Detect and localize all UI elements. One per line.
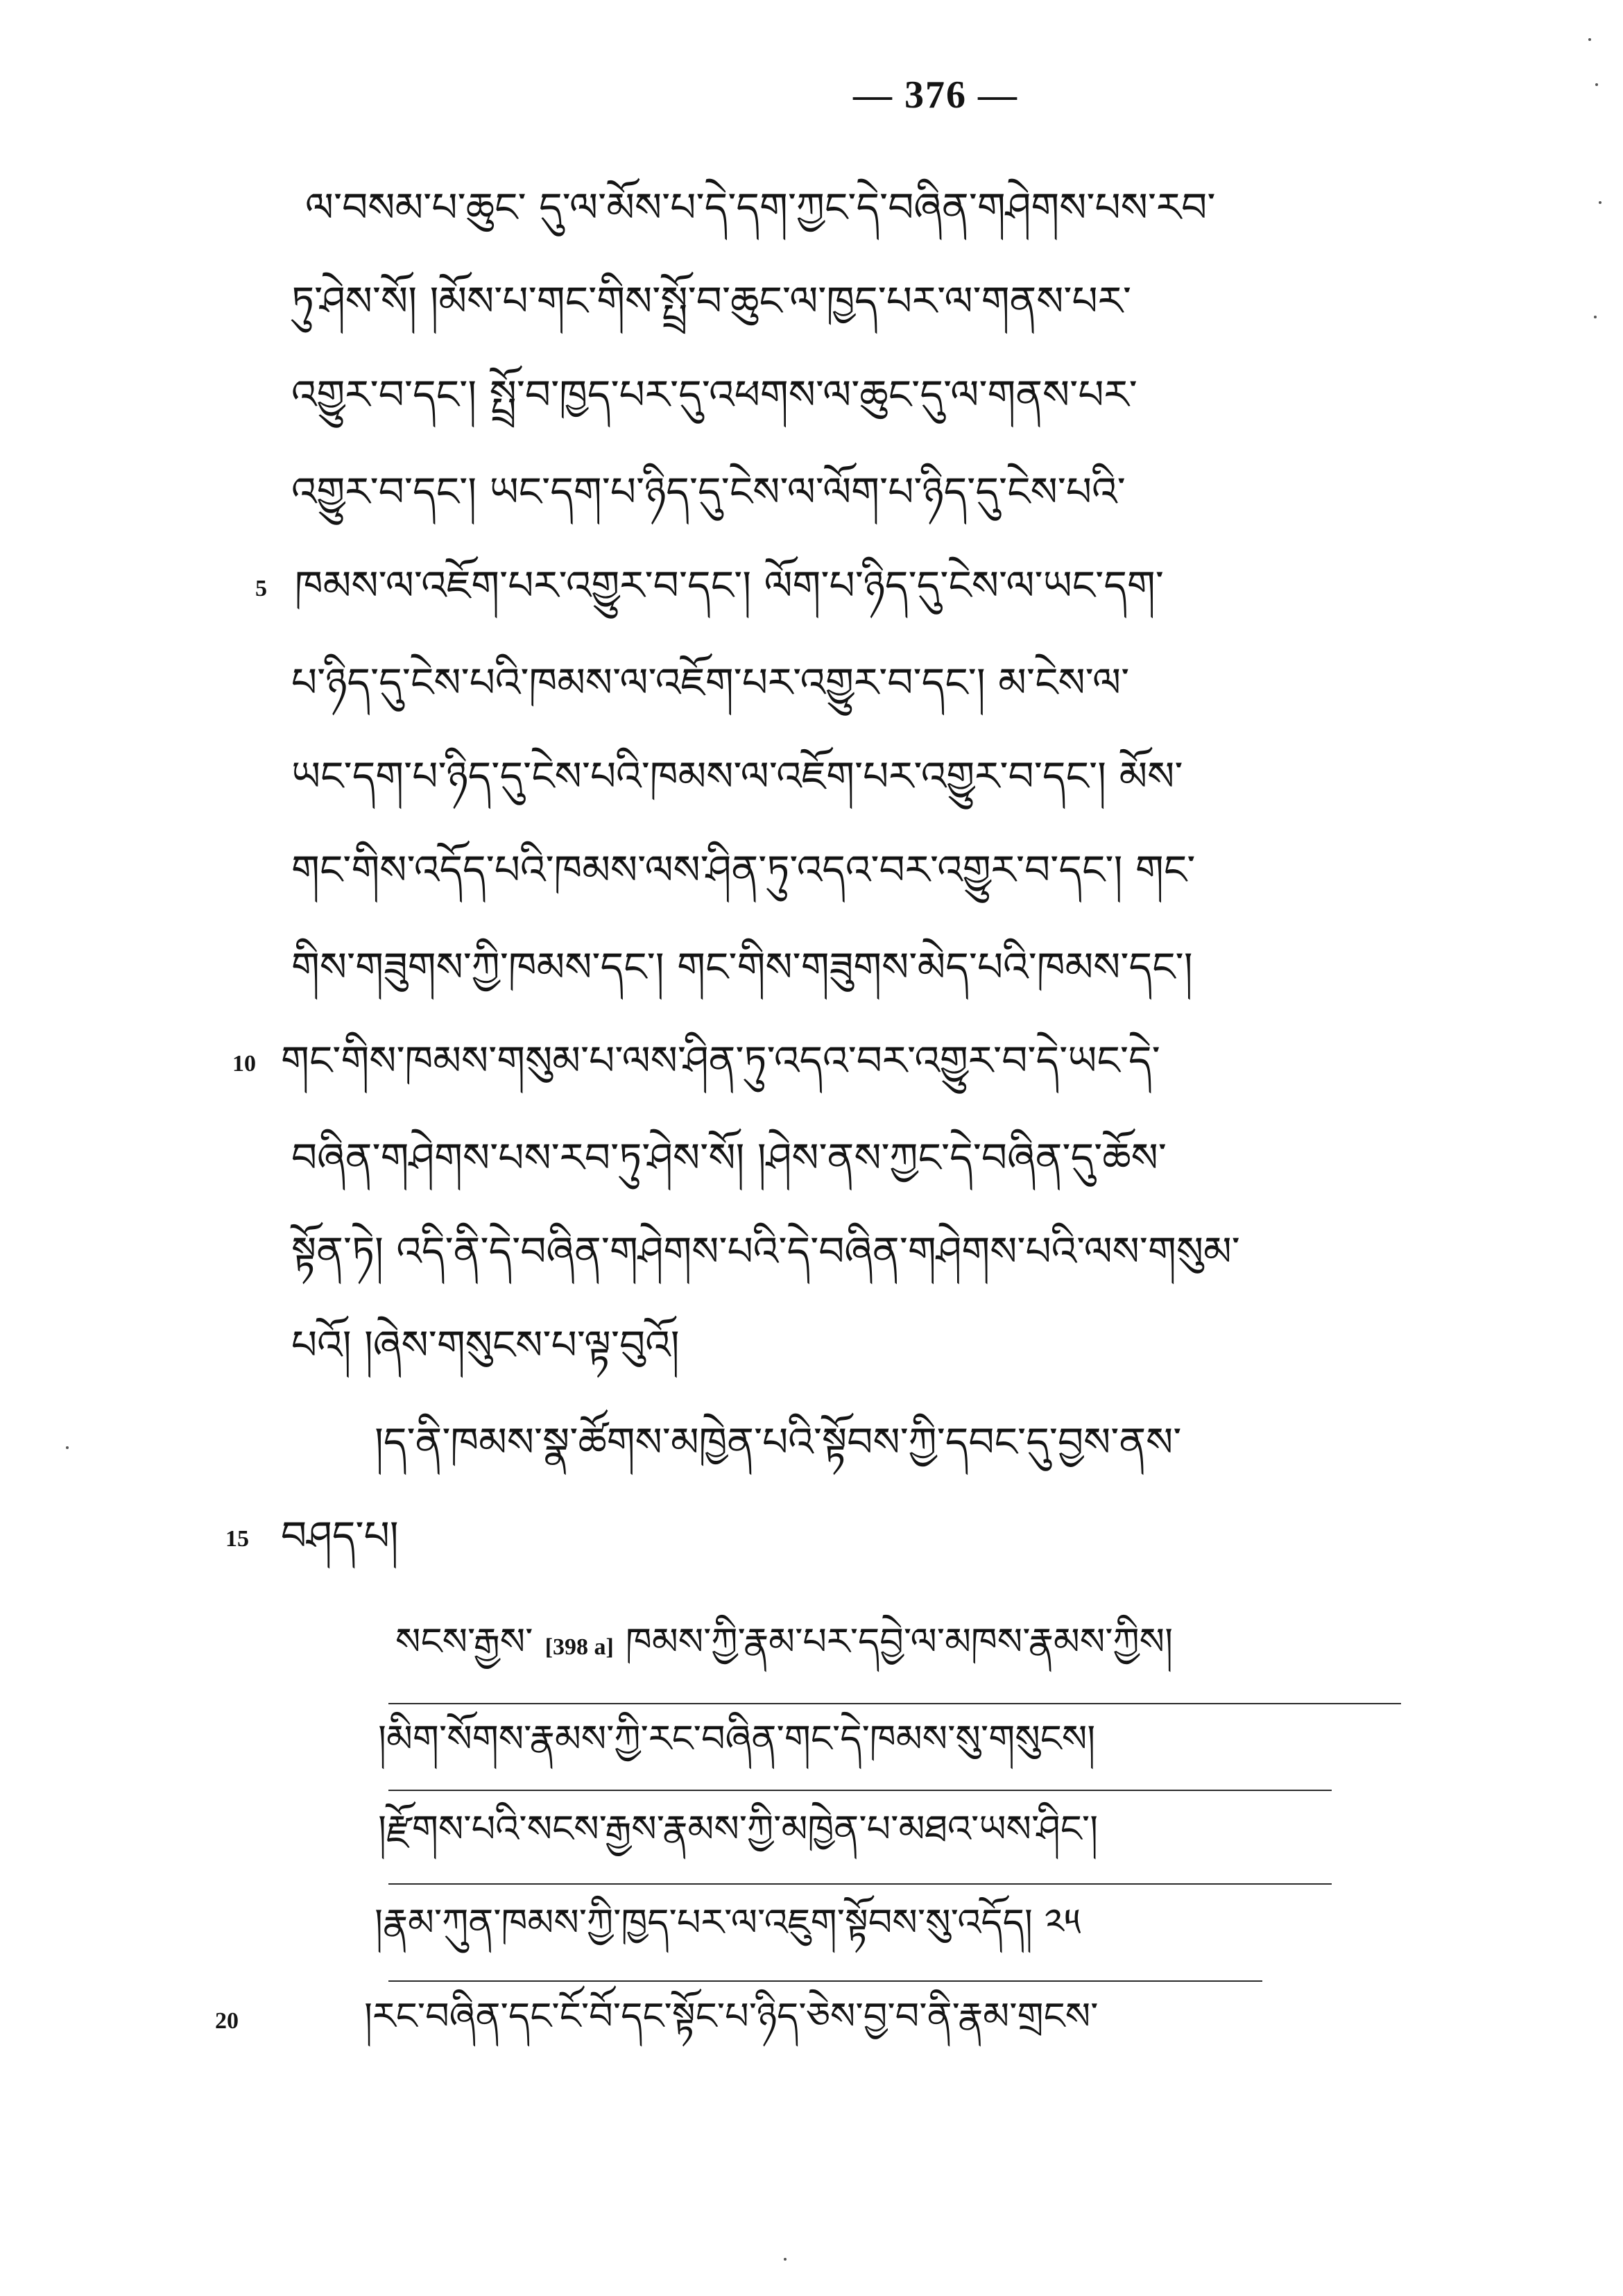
verse-rule-4	[388, 1980, 1262, 1982]
text-line-10: གང་གིས་ཁམས་གསུམ་པ་ལས་ཤིན་ཏུ་འདའ་བར་འགྱུར་བ་དེ་ཡང་དེ་	[281, 1037, 1160, 1084]
folio-marker: [398 a]	[544, 1634, 614, 1660]
text-line-2: ཏུ་ཤེས་སོ། །མོས་པ་གང་གིས་སྤྲོ་བ་ཆུང་ལ་ཁྱད་པར་ལ་གནས་པར་	[291, 277, 1132, 325]
verse-rule-1	[388, 1703, 1401, 1704]
verse-line-1	[395, 1620, 1174, 1663]
text-line-8: གང་གིས་འདོད་པའི་ཁམས་ལས་ཤིན་ཏུ་འདའ་བར་འགྱུར་བ་དང་། གང་	[291, 846, 1196, 893]
scan-speck	[1599, 201, 1601, 204]
text-line-13: པའོ། །ཞེས་གསུངས་པ་ལྟ་བུའོ།	[291, 1321, 680, 1369]
text-line-7: ཡང་དག་པ་ཉིད་དུ་ངེས་པའི་ཁམས་ལ་འཇོག་པར་འགྱུར་བ་དང་། མོས་	[291, 753, 1183, 800]
scan-speck	[784, 2258, 787, 2261]
text-line-1: ལ་བསམ་པ་ཆུང་ དུ་ལ་མོས་པ་དེ་དག་ཀྱང་དེ་བཞིན་གཤེགས་པས་རབ་	[305, 184, 1216, 231]
line-number-15: 15	[225, 1526, 249, 1552]
line-number-20: 20	[215, 2008, 239, 2034]
text-line-9: གིས་གཟུགས་ཀྱི་ཁམས་དང་། གང་གིས་གཟུགས་མེད་པའི་ཁམས་དང་།	[291, 943, 1193, 991]
scan-speck	[1595, 83, 1598, 86]
scan-speck	[1588, 38, 1591, 41]
verse-line-3: །རྫོགས་པའི་སངས་རྒྱས་རྣམས་ཀྱི་མཁྱེན་པ་མཐའ་ཡས་ཤིང་།	[378, 1807, 1099, 1851]
text-line-6: པ་ཉིད་དུ་ངེས་པའི་ཁམས་ལ་འཇོག་པར་འགྱུར་བ་དང་། མ་ངེས་ལ་	[291, 659, 1130, 706]
verse-line-5: །རང་བཞིན་དང་ངོ་བོ་དང་སྟོང་པ་ཉིད་ཅེས་བྱ་བ་ནི་རྣམ་གྲངས་	[364, 1994, 1099, 2038]
scan-speck	[66, 1446, 69, 1449]
text-line-3: འགྱུར་བ་དང་། སྤྲོ་བ་ཁྱད་པར་དུ་འཕགས་ལ་ཆུང་དུ་ལ་གནས་པར་	[291, 371, 1137, 418]
scan-speck	[1594, 316, 1597, 318]
verse-rule-3	[388, 1883, 1332, 1885]
text-line-11: བཞིན་གཤེགས་པས་རབ་ཏུ་ཤེས་སོ། །ཤེས་ནས་ཀྱང་དེ་བཞིན་དུ་ཆོས་	[291, 1134, 1167, 1181]
text-line-5: ཁམས་ལ་འཇོག་པར་འགྱུར་བ་དང་། ལོག་པ་ཉིད་དུ་ངེས་ལ་ཡང་དག་	[295, 562, 1164, 609]
verse-line-1-end: ཁམས་ཀྱི་རྣམ་པར་དབྱེ་ལ་མཁས་རྣམས་ཀྱིས།	[626, 1620, 1174, 1663]
line-number-10: 10	[232, 1051, 256, 1077]
verse-rule-2	[388, 1790, 1332, 1791]
verse-line-2: །མིག་སོགས་རྣམས་ཀྱི་རང་བཞིན་གང་དེ་ཁམས་སུ་གསུངས།	[378, 1717, 1096, 1760]
text-line-14: །ད་ནི་ཁམས་སྣ་ཚོགས་མཁྱེན་པའི་སྟོབས་ཀྱི་དབང་དུ་བྱས་ནས་	[375, 1419, 1182, 1466]
line-number-5: 5	[255, 576, 267, 601]
verse-line-4: །རྣམ་ཀུན་ཁམས་ཀྱི་ཁྱད་པར་ལ་འཇུག་སྟོབས་སུ་འདོད། ༢༥	[375, 1901, 1081, 1944]
text-line-4: འགྱུར་བ་དང་། ཡང་དག་པ་ཉིད་དུ་ངེས་ལ་ལོག་པ་ཉིད་དུ་ངེས་པའི་	[291, 468, 1126, 515]
verse-line-1-start: སངས་རྒྱས་	[395, 1620, 533, 1663]
text-line-15: བཤད་པ།	[281, 1512, 399, 1559]
text-line-12: སྟོན་ཏེ། འདི་ནི་དེ་བཞིན་གཤེགས་པའི་དེ་བཞིན་གཤེགས་པའི་ལས་གསུམ་	[291, 1228, 1240, 1275]
page-number: — 376 —	[853, 74, 1018, 117]
